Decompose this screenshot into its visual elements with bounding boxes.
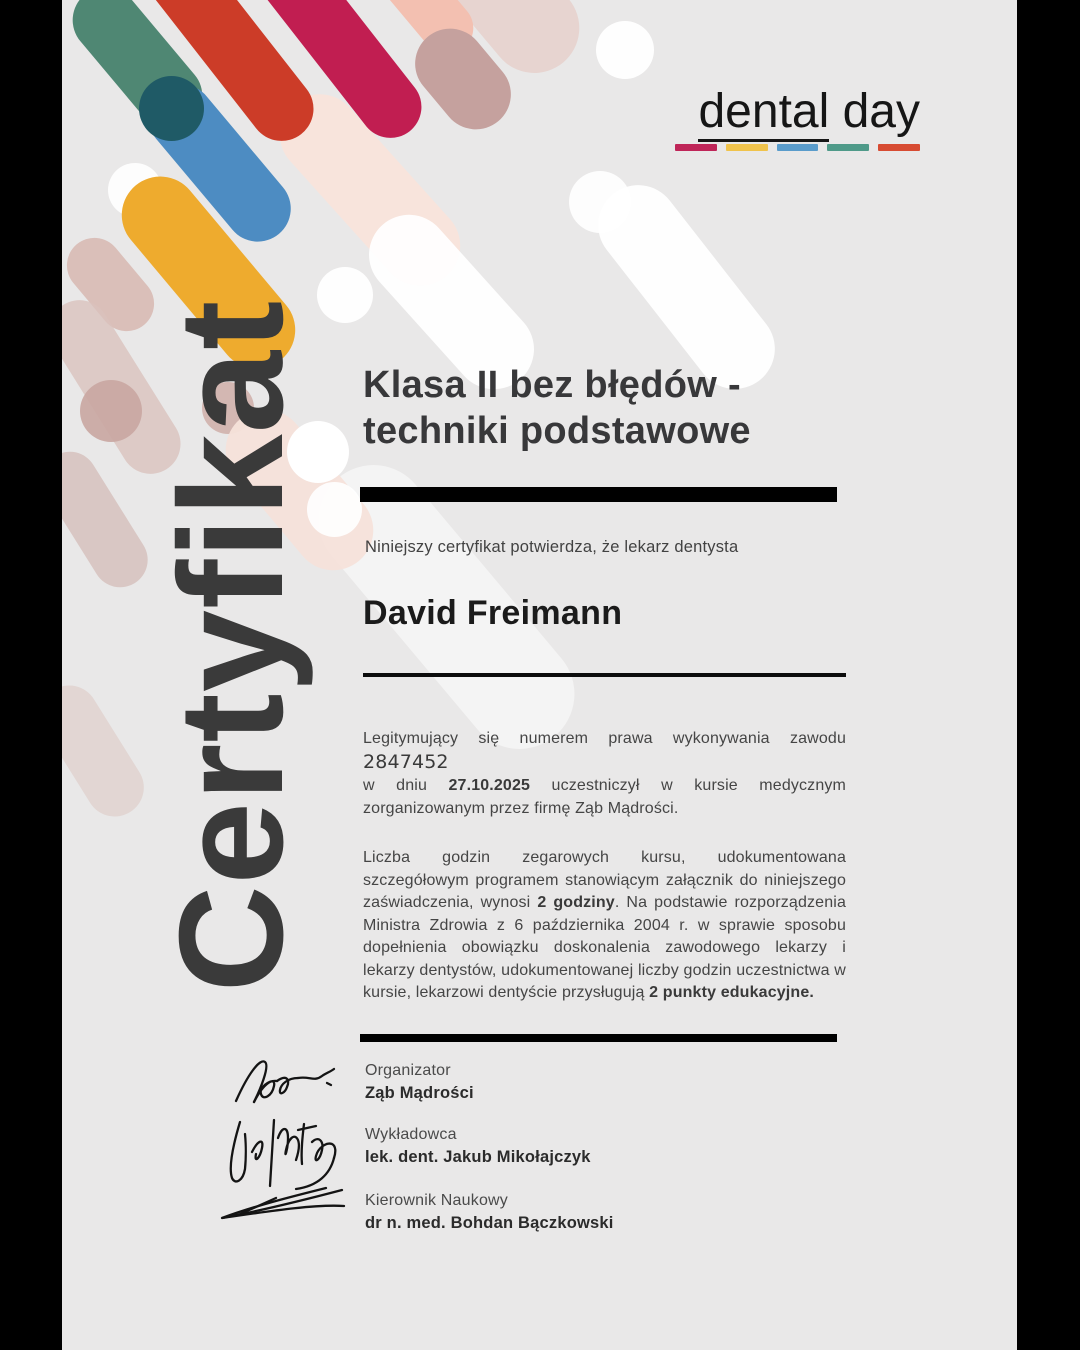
intro-text: Niniejszy certyfikat potwierdza, że lekarz dentysta [365,538,739,556]
logo-bar-red [878,144,920,151]
logo-wordmark [660,85,920,138]
signature-block-organizer [365,1062,474,1103]
name-divider-line [363,673,846,677]
text-segment: 2847452 [363,750,449,773]
signature-name: Ząb Mądrości [365,1084,474,1102]
dental-day-logo [660,85,920,151]
title-divider-bar [360,487,837,502]
course-title [363,362,883,454]
signature-block-lecturer [365,1126,591,1167]
signature-scientific-director [214,1178,349,1223]
signature-name: dr n. med. Bohdan Bączkowski [365,1214,614,1232]
logo-bar-yellow [726,144,768,151]
vertical-certificate-label: Certyfikat [149,299,314,993]
signatures-divider-bar [360,1034,837,1042]
certificate [62,0,1017,1350]
paragraph-hours [363,847,846,1005]
logo-bar-crimson [675,144,717,151]
text-segment: 2 punkty edukacyjne. [649,984,814,1001]
logo-bar-blue [777,144,819,151]
recipient-name: David Freimann [363,594,623,632]
text-segment: 2 godziny [537,894,615,911]
logo-word-dental: dental [698,85,829,142]
certificate-content [62,0,1017,1350]
signature-name: lek. dent. Jakub Mikołajczyk [365,1148,591,1166]
signature-role: Kierownik Naukowy [365,1192,509,1209]
course-title-line1: Klasa II bez błędów - [363,364,741,406]
signature-role: Organizator [365,1062,451,1079]
paragraph-license [363,728,846,820]
text-segment: Legitymujący się numerem prawa wykonywania zawodu [363,730,846,747]
text-segment: Liczba godzin zegarowych kursu, udokumentowana szczegółowym programem stanowiącym załącznik do niniejszego zaświadczenia, wynosi [363,849,846,911]
course-title-line2: techniki podstawowe [363,410,751,452]
logo-color-bars [675,144,920,151]
signature-block-scientific-director [365,1192,614,1233]
text-segment: uczestniczył w kursie medycznym zorganizowanym przez firmę Ząb Mądrości. [363,777,846,817]
logo-word-day: day [829,85,920,138]
signature-role: Wykładowca [365,1126,457,1143]
text-segment: . Na podstawie rozporządzenia Ministra Zdrowia z 6 października 2004 r. w sprawie sposobu dopełnienia obowiązku doskonalenia zawodowego lekarzy i lekarzy dentystów, udokumentowanej liczby godzin uczestnictwa w kursie, lekarzowi dentyście przysługują [363,894,846,1001]
logo-bar-teal [827,144,869,151]
text-segment: w dniu [363,777,449,794]
text-segment: 27.10.2025 [448,777,531,794]
signature-organizer [230,1054,340,1109]
